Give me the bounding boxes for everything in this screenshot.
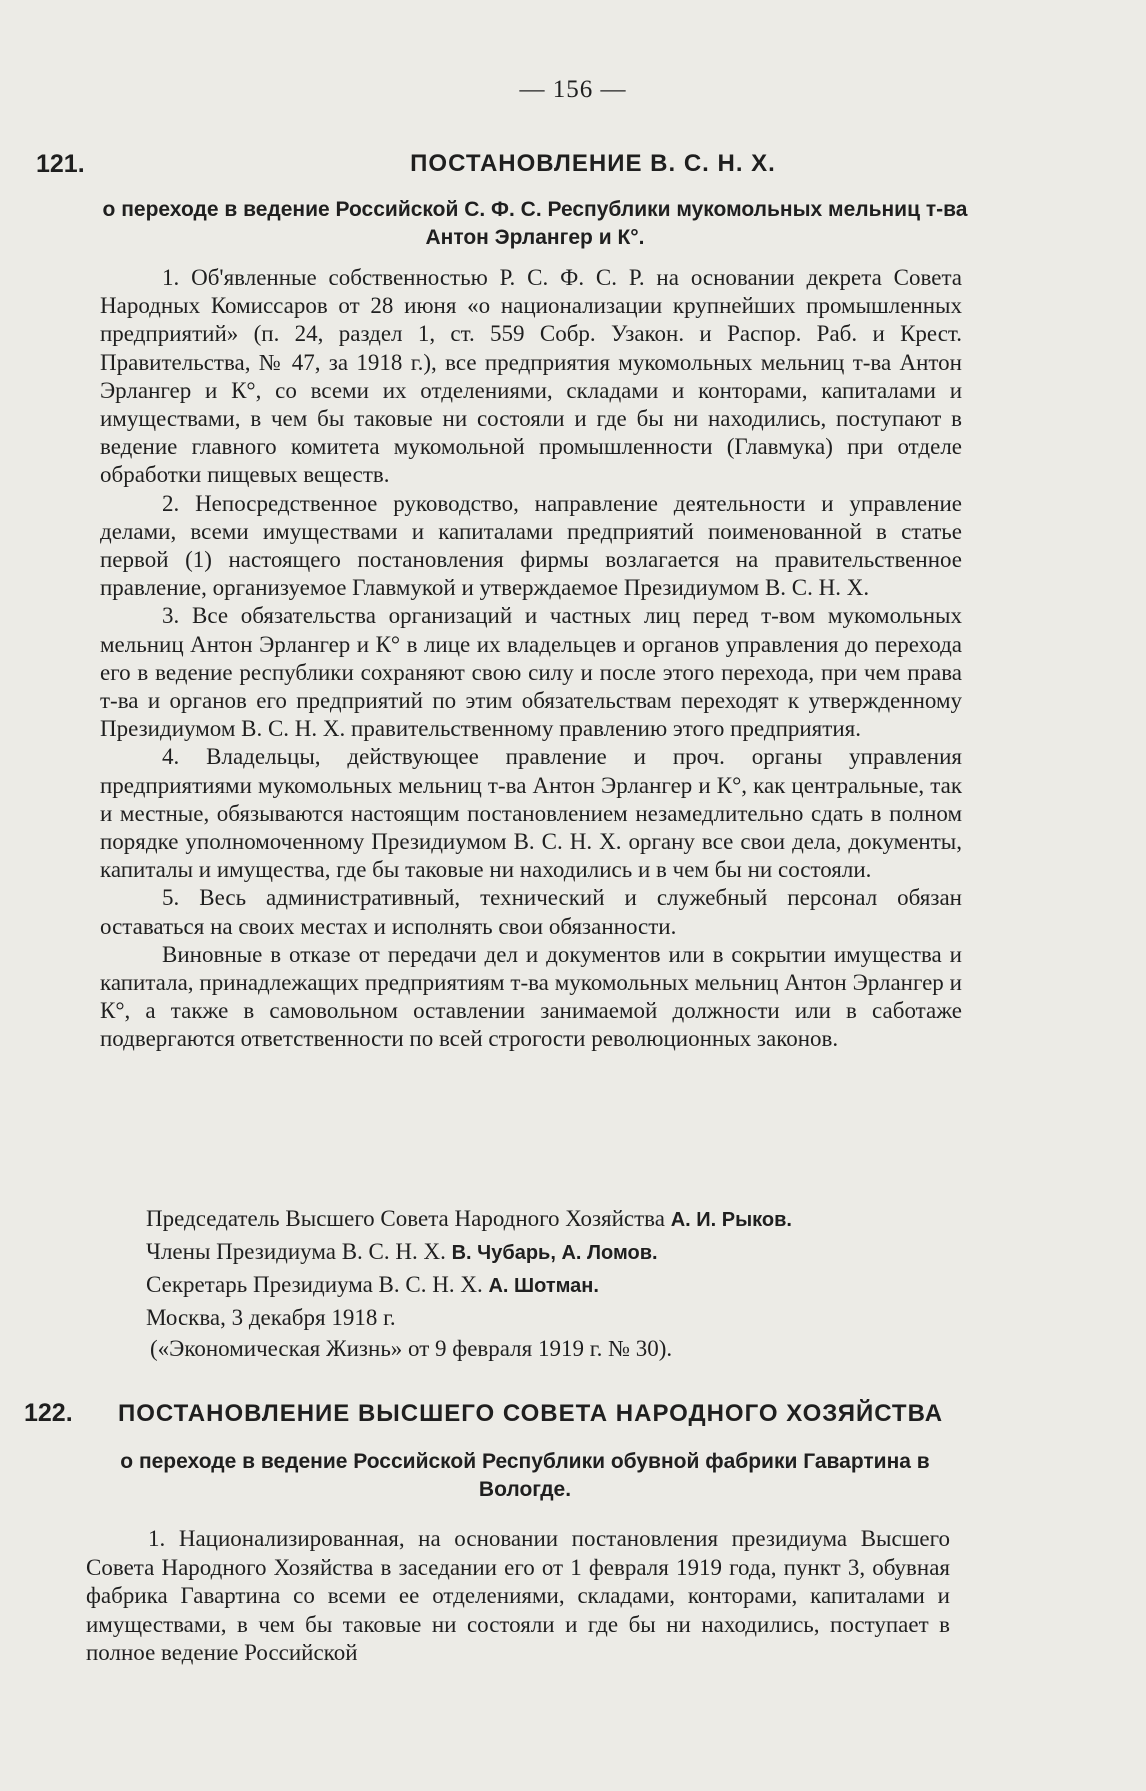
signature-names: В. Чубарь, А. Ломов.	[451, 1242, 658, 1264]
section-121-title: ПОСТАНОВЛЕНИЕ В. С. Н. Х.	[410, 150, 776, 177]
signature-role: Секретарь Президиума В. С. Н. Х.	[146, 1272, 483, 1297]
section-122-paragraph-1: 1. Национализированная, на основании постановления президиума Высшего Совета Народного Хозяйства в заседании его от 1 февраля 1919 года, пункт 3, обувная фабрика Гавартина со всеми ее отделениями, складами, конторами, капиталами и имуществами, в чем бы таковые ни состояли и где бы ни находились, поступает в полное ведение Российской	[86, 1526, 950, 1665]
section-122-body	[86, 1525, 950, 1668]
section-122-title: ПОСТАНОВЛЕНИЕ ВЫСШЕГО СОВЕТА НАРОДНОГО ХОЗЯЙСТВА	[118, 1400, 944, 1427]
signature-block	[146, 1203, 946, 1364]
signature-names: А. И. Рыков.	[670, 1209, 792, 1231]
signature-role: Председатель Высшего Совета Народного Хозяйства	[146, 1206, 665, 1231]
section-121-subtitle: о переходе в ведение Российской С. Ф. С. Республики мукомольных мельниц т-ва Антон Эрлангер и К°.	[102, 198, 968, 249]
section-122-subtitle: о переходе в ведение Российской Республики обувной фабрики Гавартина в Вологде.	[120, 1450, 930, 1501]
page-number: — 156 —	[519, 76, 627, 103]
section-122-number: 122.	[24, 1399, 73, 1427]
signature-role: Члены Президиума В. С. Н. Х.	[146, 1239, 446, 1264]
section-121-paragraph-3: 3. Все обязательства организаций и частных лиц перед т-вом мукомольных мельниц Антон Эрлангер и К° в лице их владельцев и органов управления до перехода его в ведение республики сохраняют свою силу и после этого перехода, при чем права т-ва и органов его предприятий по этим обязательствам переходят к утвержденному Президиумом В. С. Н. Х. правительственному правлению этого предприятия.	[100, 603, 962, 742]
section-121-paragraph-2: 2. Непосредственное руководство, направление деятельности и управление делами, всеми имуществами и капиталами предприятий поименованной в статье первой (1) настоящего постановления фирмы возлагается на правительственное правление, организуемое Главмукой и утверждаемое Президиумом В. С. Н. Х.	[100, 490, 962, 601]
source-citation: («Экономическая Жизнь» от 9 февраля 1919 г. № 30).	[150, 1336, 673, 1361]
section-121-paragraph-5: 5. Весь административный, технический и служебный персонал обязан оставаться на своих местах и исполнять свои обязанности.	[100, 885, 962, 939]
section-121-paragraph-6: Виновные в отказе от передачи дел и документов или в сокрытии имущества и капитала, принадлежащих предприятиям т-ва мукомольных мельниц Антон Эрлангер и К°, а также в самовольном оставлении занимаемой должности или в саботаже подвергаются ответственности по всей строгости революционных законов.	[100, 941, 962, 1052]
section-121-body	[100, 264, 962, 1054]
signature-line	[146, 1269, 946, 1302]
signature-line	[146, 1236, 946, 1269]
place-date: Москва, 3 декабря 1918 г.	[146, 1305, 396, 1330]
section-121-paragraph-1: 1. Об'явленные собственностью Р. С. Ф. С. Р. на основании декрета Совета Народных Комиссаров от 28 июня «о национализации крупнейших промышленных предприятий» (п. 24, раздел 1, ст. 559 Собр. Узакон. и Распор. Раб. и Крест. Правительства, № 47, за 1918 г.), все предприятия мукомольных мельниц т-ва Антон Эрлангер и К°, со всеми их отделениями, складами и конторами, капиталами и имуществами, в чем бы таковые ни состояли и где бы ни находились, поступают в ведение главного комитета мукомольной промышленности (Главмука) при отделе обработки пищевых веществ.	[100, 265, 962, 488]
signature-line	[146, 1203, 946, 1236]
section-121-number: 121.	[36, 150, 85, 178]
signature-names: А. Шотман.	[488, 1275, 599, 1297]
section-121-paragraph-4: 4. Владельцы, действующее правление и проч. органы управления предприятиями мукомольных мельниц т-ва Антон Эрлангер и К°, как центральные, так и местные, обязываются настоящим постановлением незамедлительно сдать в полном порядке уполномоченному Президиумом В. С. Н. Х. органу все свои дела, документы, капиталы и имущества, где бы таковые ни находились и в чем бы ни состояли.	[100, 744, 962, 883]
